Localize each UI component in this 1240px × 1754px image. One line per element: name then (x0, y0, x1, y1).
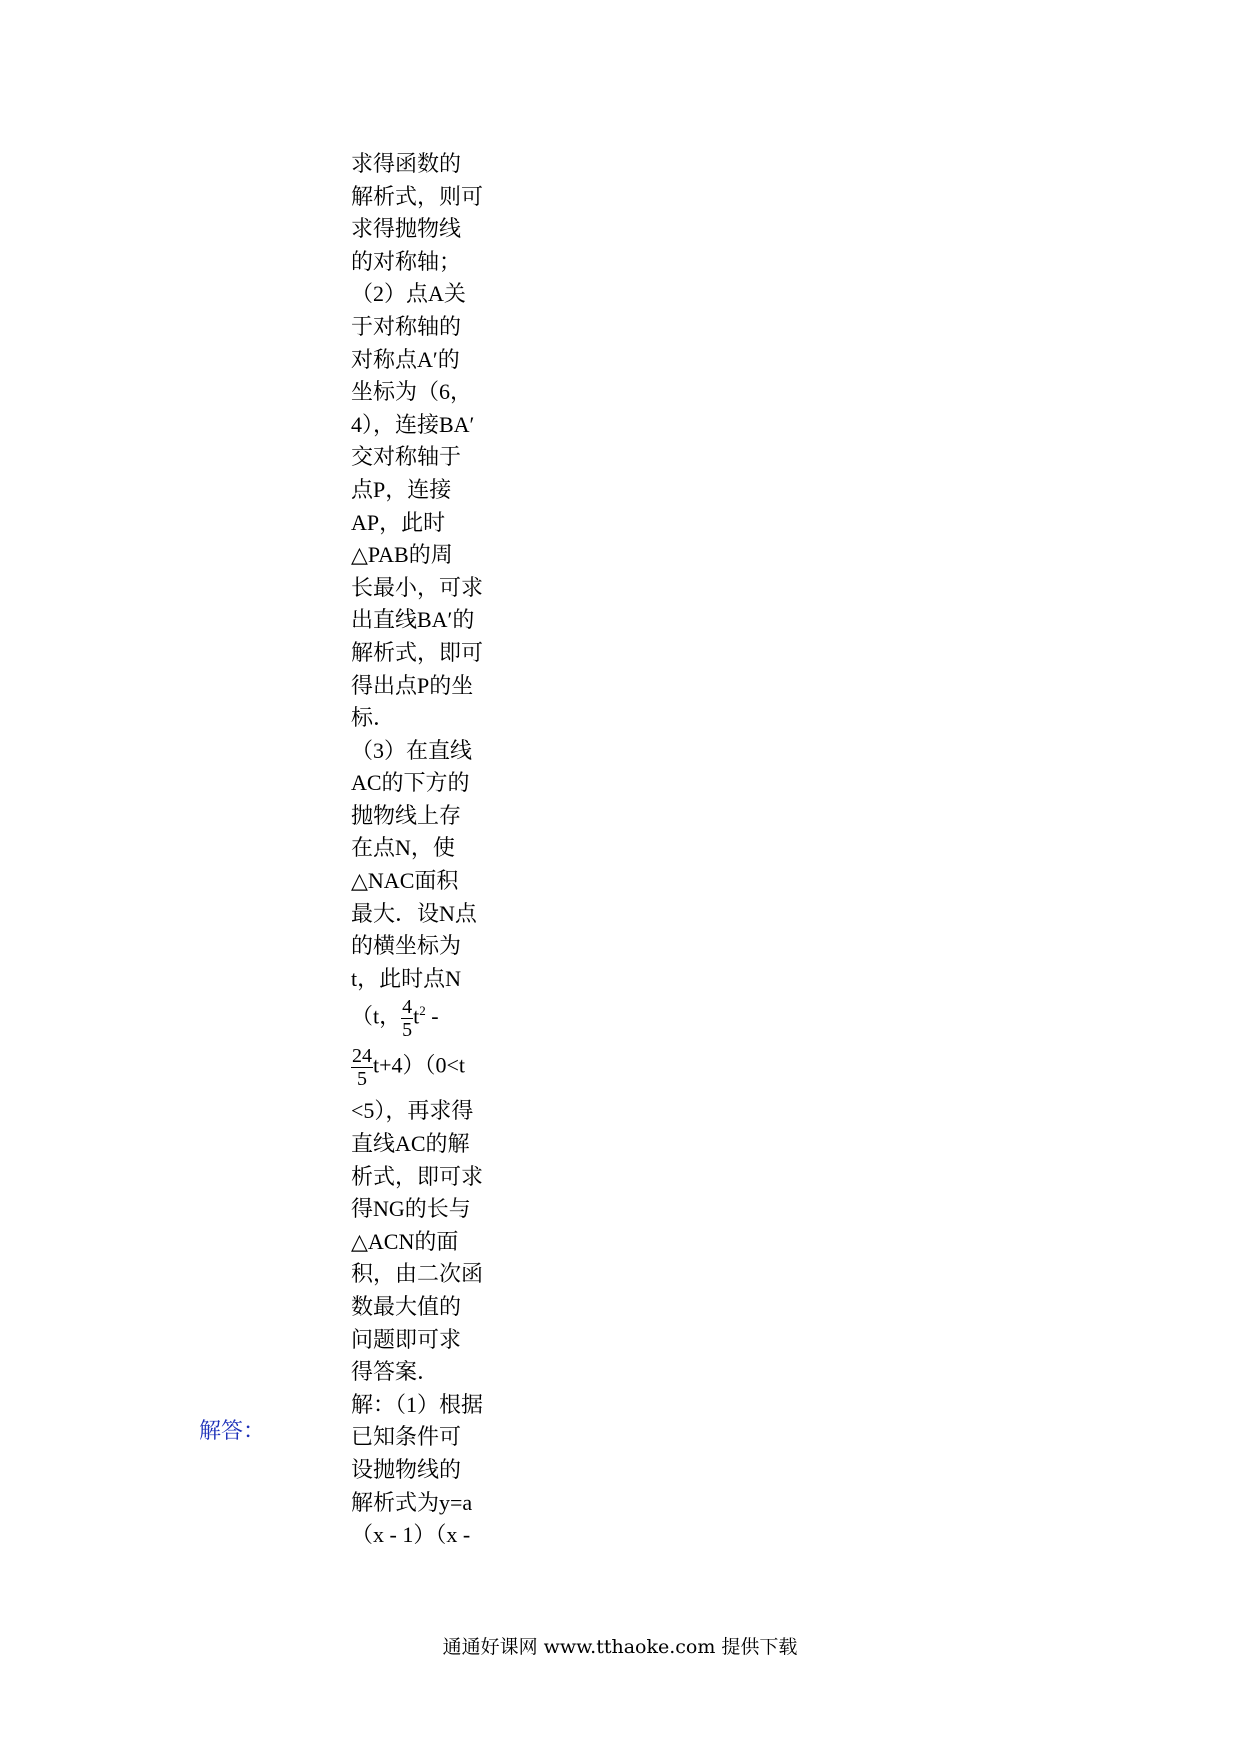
text-line: 4），连接BA′ (351, 411, 475, 437)
text-line: 在点N，使 (351, 835, 455, 861)
text-line: 坐标为（6， (351, 379, 473, 405)
text-line: （2）点A关 (351, 281, 466, 307)
text-line: 出直线BA′的 (351, 607, 475, 633)
fraction-numerator: 4 (402, 996, 413, 1019)
text-line: 析式，即可求 (351, 1163, 484, 1189)
fraction-denominator: 5 (357, 1068, 367, 1091)
text-line: 对称点A′的 (351, 346, 460, 372)
text-line: 积，由二次函 (351, 1261, 484, 1287)
text-line: 的横坐标为 (351, 933, 462, 959)
text-line: 求得抛物线 (351, 216, 462, 242)
text-line: 得NG的长与 (351, 1196, 471, 1222)
text-line: 标． (351, 705, 396, 731)
text-line: 解析式，即可 (351, 639, 484, 665)
fraction-denominator: 5 (402, 1019, 413, 1042)
text-line: 交对称轴于 (351, 444, 462, 470)
text-line: 求得函数的 (351, 151, 462, 176)
text-line: 已知条件可 (351, 1424, 462, 1450)
text-line: 于对称轴的 (351, 313, 462, 339)
text-line: △NAC面积 (351, 868, 459, 894)
variable-t: t (413, 1003, 420, 1029)
formula-prefix: （t， (351, 1003, 402, 1029)
page-footer: 通通好课网 www.tthaoke.com 提供下载 (442, 1636, 798, 1658)
minus-sign: - (425, 1003, 439, 1029)
fraction-four-fifths (401, 996, 413, 1041)
formula-line-1 (351, 995, 491, 1045)
text-line: （x - 1）（x - (351, 1522, 471, 1548)
text-line: <5），再求得 (351, 1098, 474, 1124)
formula-tail: t+4）（0<t (373, 1052, 466, 1078)
text-line: AP，此时 (351, 509, 446, 535)
text-line: △PAB的周 (351, 542, 453, 568)
text-line: 解析式为y=a (351, 1489, 473, 1515)
text-line: 设抛物线的 (351, 1456, 462, 1482)
text-line: 数最大值的 (351, 1294, 462, 1319)
analysis-column (351, 148, 491, 1552)
text-line: 抛物线上存 (351, 802, 462, 828)
text-line: 解析式，则可 (351, 183, 484, 209)
formula-line-2 (351, 1045, 491, 1095)
text-line: 直线AC的解 (351, 1131, 470, 1157)
answer-text (351, 1389, 491, 1552)
text-line: （3）在直线 (351, 737, 473, 763)
text-line: AC的下方的 (351, 770, 470, 796)
analysis-text-part-2 (351, 1095, 491, 1388)
text-line: △ACN的面 (351, 1228, 459, 1254)
text-line: 得出点P的坐 (351, 672, 474, 698)
text-line: 长最小，可求 (351, 574, 484, 600)
text-line: 解：（1）根据 (351, 1391, 484, 1417)
answer-label: 解答： (199, 1419, 266, 1444)
fraction-twentyfour-fifths (351, 1045, 373, 1090)
analysis-text-part-1 (351, 148, 491, 995)
text-line: t，此时点N (351, 965, 462, 991)
text-line: 的对称轴； (351, 248, 462, 274)
text-line: 得答案． (351, 1359, 440, 1385)
text-line: 点P，连接 (351, 476, 452, 502)
text-line: 问题即可求 (351, 1326, 462, 1352)
exponent: 2 (419, 1003, 426, 1019)
fraction-numerator: 24 (352, 1045, 372, 1068)
text-line: 最大．设N点 (351, 900, 477, 926)
